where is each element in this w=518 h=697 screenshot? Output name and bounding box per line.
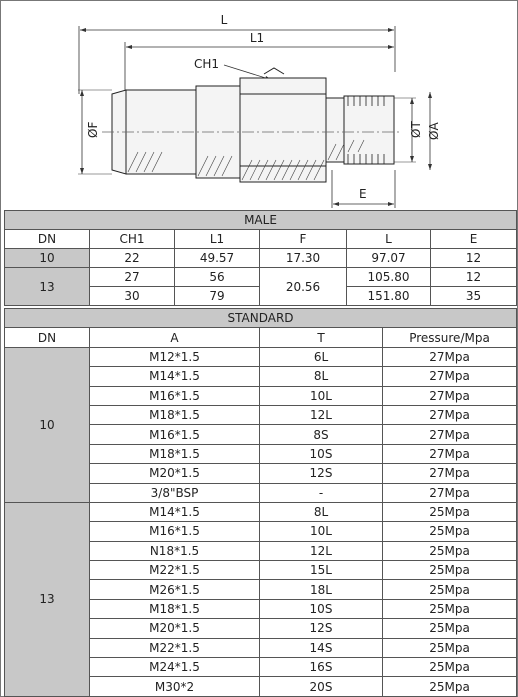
male-ch1-cell: 30 [90,287,175,306]
standard-a-cell: M22*1.5 [90,561,260,580]
standard-a-cell: M14*1.5 [90,502,260,521]
table-row [5,347,517,366]
standard-a-cell: M24*1.5 [90,658,260,677]
male-l1-cell: 79 [175,287,260,306]
standard-dn-cell: 10 [5,347,90,502]
male-ch1-cell: 27 [90,268,175,287]
male-header-l1: L1 [175,230,260,249]
dim-label-E: E [359,187,367,201]
standard-table-title: STANDARD [5,309,517,328]
dim-label-A: ØA [427,122,441,140]
table-row [5,249,517,268]
standard-a-cell: M18*1.5 [90,444,260,463]
standard-a-cell: M26*1.5 [90,580,260,599]
standard-t-cell: 20S [260,677,383,696]
dim-label-CH1: CH1 [194,57,220,71]
standard-t-cell: 10L [260,386,383,405]
coupling-body [112,68,394,182]
standard-pressure-cell: 25Mpa [383,580,517,599]
standard-a-cell: M20*1.5 [90,619,260,638]
standard-a-cell: M16*1.5 [90,522,260,541]
standard-t-cell: 10S [260,444,383,463]
standard-t-cell: 12L [260,405,383,424]
standard-pressure-cell: 25Mpa [383,619,517,638]
standard-a-cell: M14*1.5 [90,367,260,386]
standard-pressure-cell: 27Mpa [383,464,517,483]
standard-pressure-cell: 25Mpa [383,541,517,560]
standard-pressure-cell: 25Mpa [383,599,517,618]
standard-a-cell: M30*2 [90,677,260,696]
male-header-dn: DN [5,230,90,249]
standard-pressure-cell: 25Mpa [383,638,517,657]
table-row [5,502,517,521]
male-header-f: F [260,230,347,249]
standard-pressure-cell: 25Mpa [383,677,517,696]
standard-t-cell: 12S [260,619,383,638]
standard-a-cell: M22*1.5 [90,638,260,657]
standard-t-cell: 8S [260,425,383,444]
standard-a-cell: M20*1.5 [90,464,260,483]
male-table-title: MALE [5,211,517,230]
male-e-cell: 35 [431,287,517,306]
standard-t-cell: - [260,483,383,502]
standard-a-cell: M16*1.5 [90,386,260,405]
male-e-cell: 12 [431,249,517,268]
male-l-cell: 151.80 [347,287,431,306]
dim-label-T: ØT [409,121,423,138]
dim-label-L1: L1 [249,31,265,45]
standard-pressure-cell: 25Mpa [383,522,517,541]
male-header-e: E [431,230,517,249]
table-row [5,268,517,287]
male-dimensions-table [4,210,517,306]
standard-a-cell: M18*1.5 [90,405,260,424]
standard-pressure-cell: 27Mpa [383,405,517,424]
standard-t-cell: 8L [260,367,383,386]
male-dn-cell: 13 [5,268,90,306]
dim-label-L: L [220,13,228,27]
male-f-cell: 20.56 [260,268,347,306]
standard-pressure-cell: 27Mpa [383,425,517,444]
male-header-l: L [347,230,431,249]
male-f-cell: 17.30 [260,249,347,268]
male-l1-cell: 56 [175,268,260,287]
standard-t-cell: 8L [260,502,383,521]
standard-pressure-cell: 27Mpa [383,367,517,386]
male-dn-cell: 10 [5,249,90,268]
male-l-cell: 105.80 [347,268,431,287]
dim-label-F: ØF [86,121,100,138]
standard-a-cell: 3/8"BSP [90,483,260,502]
standard-t-cell: 16S [260,658,383,677]
male-l1-cell: 49.57 [175,249,260,268]
coupling-technical-drawing [2,2,516,210]
standard-a-cell: M16*1.5 [90,425,260,444]
male-header-ch1: CH1 [90,230,175,249]
standard-pressure-cell: 27Mpa [383,386,517,405]
standard-t-cell: 10S [260,599,383,618]
standard-t-cell: 14S [260,638,383,657]
standard-a-cell: N18*1.5 [90,541,260,560]
standard-threads-table [4,308,517,697]
standard-pressure-cell: 25Mpa [383,502,517,521]
standard-a-cell: M18*1.5 [90,599,260,618]
standard-t-cell: 10L [260,522,383,541]
standard-pressure-cell: 27Mpa [383,347,517,366]
standard-pressure-cell: 25Mpa [383,561,517,580]
standard-t-cell: 18L [260,580,383,599]
standard-header-pressure: Pressure/Mpa [383,328,517,347]
standard-pressure-cell: 27Mpa [383,444,517,463]
standard-pressure-cell: 25Mpa [383,658,517,677]
standard-header-dn: DN [5,328,90,347]
standard-t-cell: 12S [260,464,383,483]
standard-a-cell: M12*1.5 [90,347,260,366]
standard-t-cell: 6L [260,347,383,366]
standard-pressure-cell: 27Mpa [383,483,517,502]
standard-dn-cell: 13 [5,502,90,696]
male-ch1-cell: 22 [90,249,175,268]
standard-header-t: T [260,328,383,347]
standard-t-cell: 15L [260,561,383,580]
male-e-cell: 12 [431,268,517,287]
male-l-cell: 97.07 [347,249,431,268]
standard-header-a: A [90,328,260,347]
standard-t-cell: 12L [260,541,383,560]
